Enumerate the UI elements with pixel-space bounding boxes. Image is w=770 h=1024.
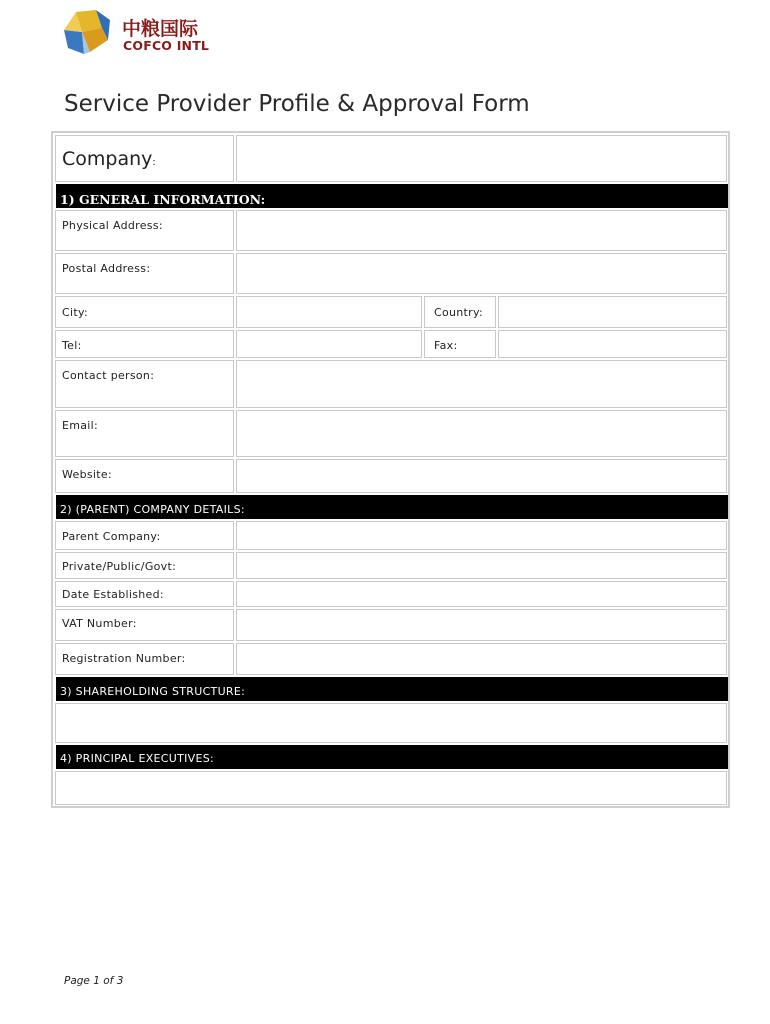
city-field[interactable]	[236, 296, 422, 328]
company-label-cell	[55, 135, 234, 182]
vat-number-label: VAT Number:	[62, 617, 137, 630]
registration-number-label-cell	[55, 643, 234, 675]
contact-person-field[interactable]	[236, 360, 727, 408]
website-label: Website:	[62, 468, 112, 481]
cofco-cube-icon	[62, 8, 114, 60]
contact-person-label: Contact person:	[62, 369, 155, 382]
ownership-label: Private/Public/Govt:	[62, 560, 177, 573]
tel-label-cell	[55, 330, 234, 358]
cofco-logo	[62, 8, 222, 60]
physical-address-field[interactable]	[236, 210, 727, 251]
ownership-label-cell	[55, 552, 234, 579]
executives-field[interactable]	[55, 771, 727, 805]
postal-address-label-cell	[55, 253, 234, 294]
shareholding-field[interactable]	[55, 703, 727, 743]
parent-company-label-cell	[55, 521, 234, 550]
city-label: City:	[62, 306, 88, 319]
section-executives-header: 4) PRINCIPAL EXECUTIVES:	[56, 745, 728, 769]
logo-english-text: COFCO INTL	[123, 38, 210, 53]
city-label-cell	[55, 296, 234, 328]
registration-number-field[interactable]	[236, 643, 727, 675]
company-label: Company:	[62, 148, 156, 170]
approval-form	[51, 131, 730, 808]
section-shareholding-header: 3) SHAREHOLDING STRUCTURE:	[56, 677, 728, 701]
page-number: Page 1 of 3	[64, 975, 124, 987]
contact-person-label-cell	[55, 360, 234, 408]
tel-field[interactable]	[236, 330, 422, 358]
parent-company-field[interactable]	[236, 521, 727, 550]
date-established-field[interactable]	[236, 581, 727, 607]
physical-address-label-cell	[55, 210, 234, 251]
email-field[interactable]	[236, 410, 727, 457]
country-label: Country:	[434, 306, 484, 319]
fax-field[interactable]	[498, 330, 727, 358]
fax-label: Fax:	[434, 339, 458, 352]
ownership-field[interactable]	[236, 552, 727, 579]
section-parent-header: 2) (PARENT) COMPANY DETAILS:	[56, 495, 728, 519]
postal-address-field[interactable]	[236, 253, 727, 294]
vat-number-label-cell	[55, 609, 234, 641]
tel-label: Tel:	[62, 339, 82, 352]
date-established-label: Date Established:	[62, 588, 164, 601]
postal-address-label: Postal Address:	[62, 262, 151, 275]
page-title: Service Provider Profile & Approval Form	[64, 91, 530, 117]
physical-address-label: Physical Address:	[62, 219, 163, 232]
vat-number-field[interactable]	[236, 609, 727, 641]
website-label-cell	[55, 459, 234, 493]
parent-company-label: Parent Company:	[62, 530, 161, 543]
section-general-header: 1) GENERAL INFORMATION:	[56, 184, 728, 208]
date-established-label-cell	[55, 581, 234, 607]
email-label-cell	[55, 410, 234, 457]
company-field[interactable]	[236, 135, 727, 182]
country-label-cell	[424, 296, 496, 328]
logo-chinese-text: 中粮国际	[122, 18, 199, 40]
email-label: Email:	[62, 419, 99, 432]
website-field[interactable]	[236, 459, 727, 493]
fax-label-cell	[424, 330, 496, 358]
registration-number-label: Registration Number:	[62, 652, 186, 665]
country-field[interactable]	[498, 296, 727, 328]
